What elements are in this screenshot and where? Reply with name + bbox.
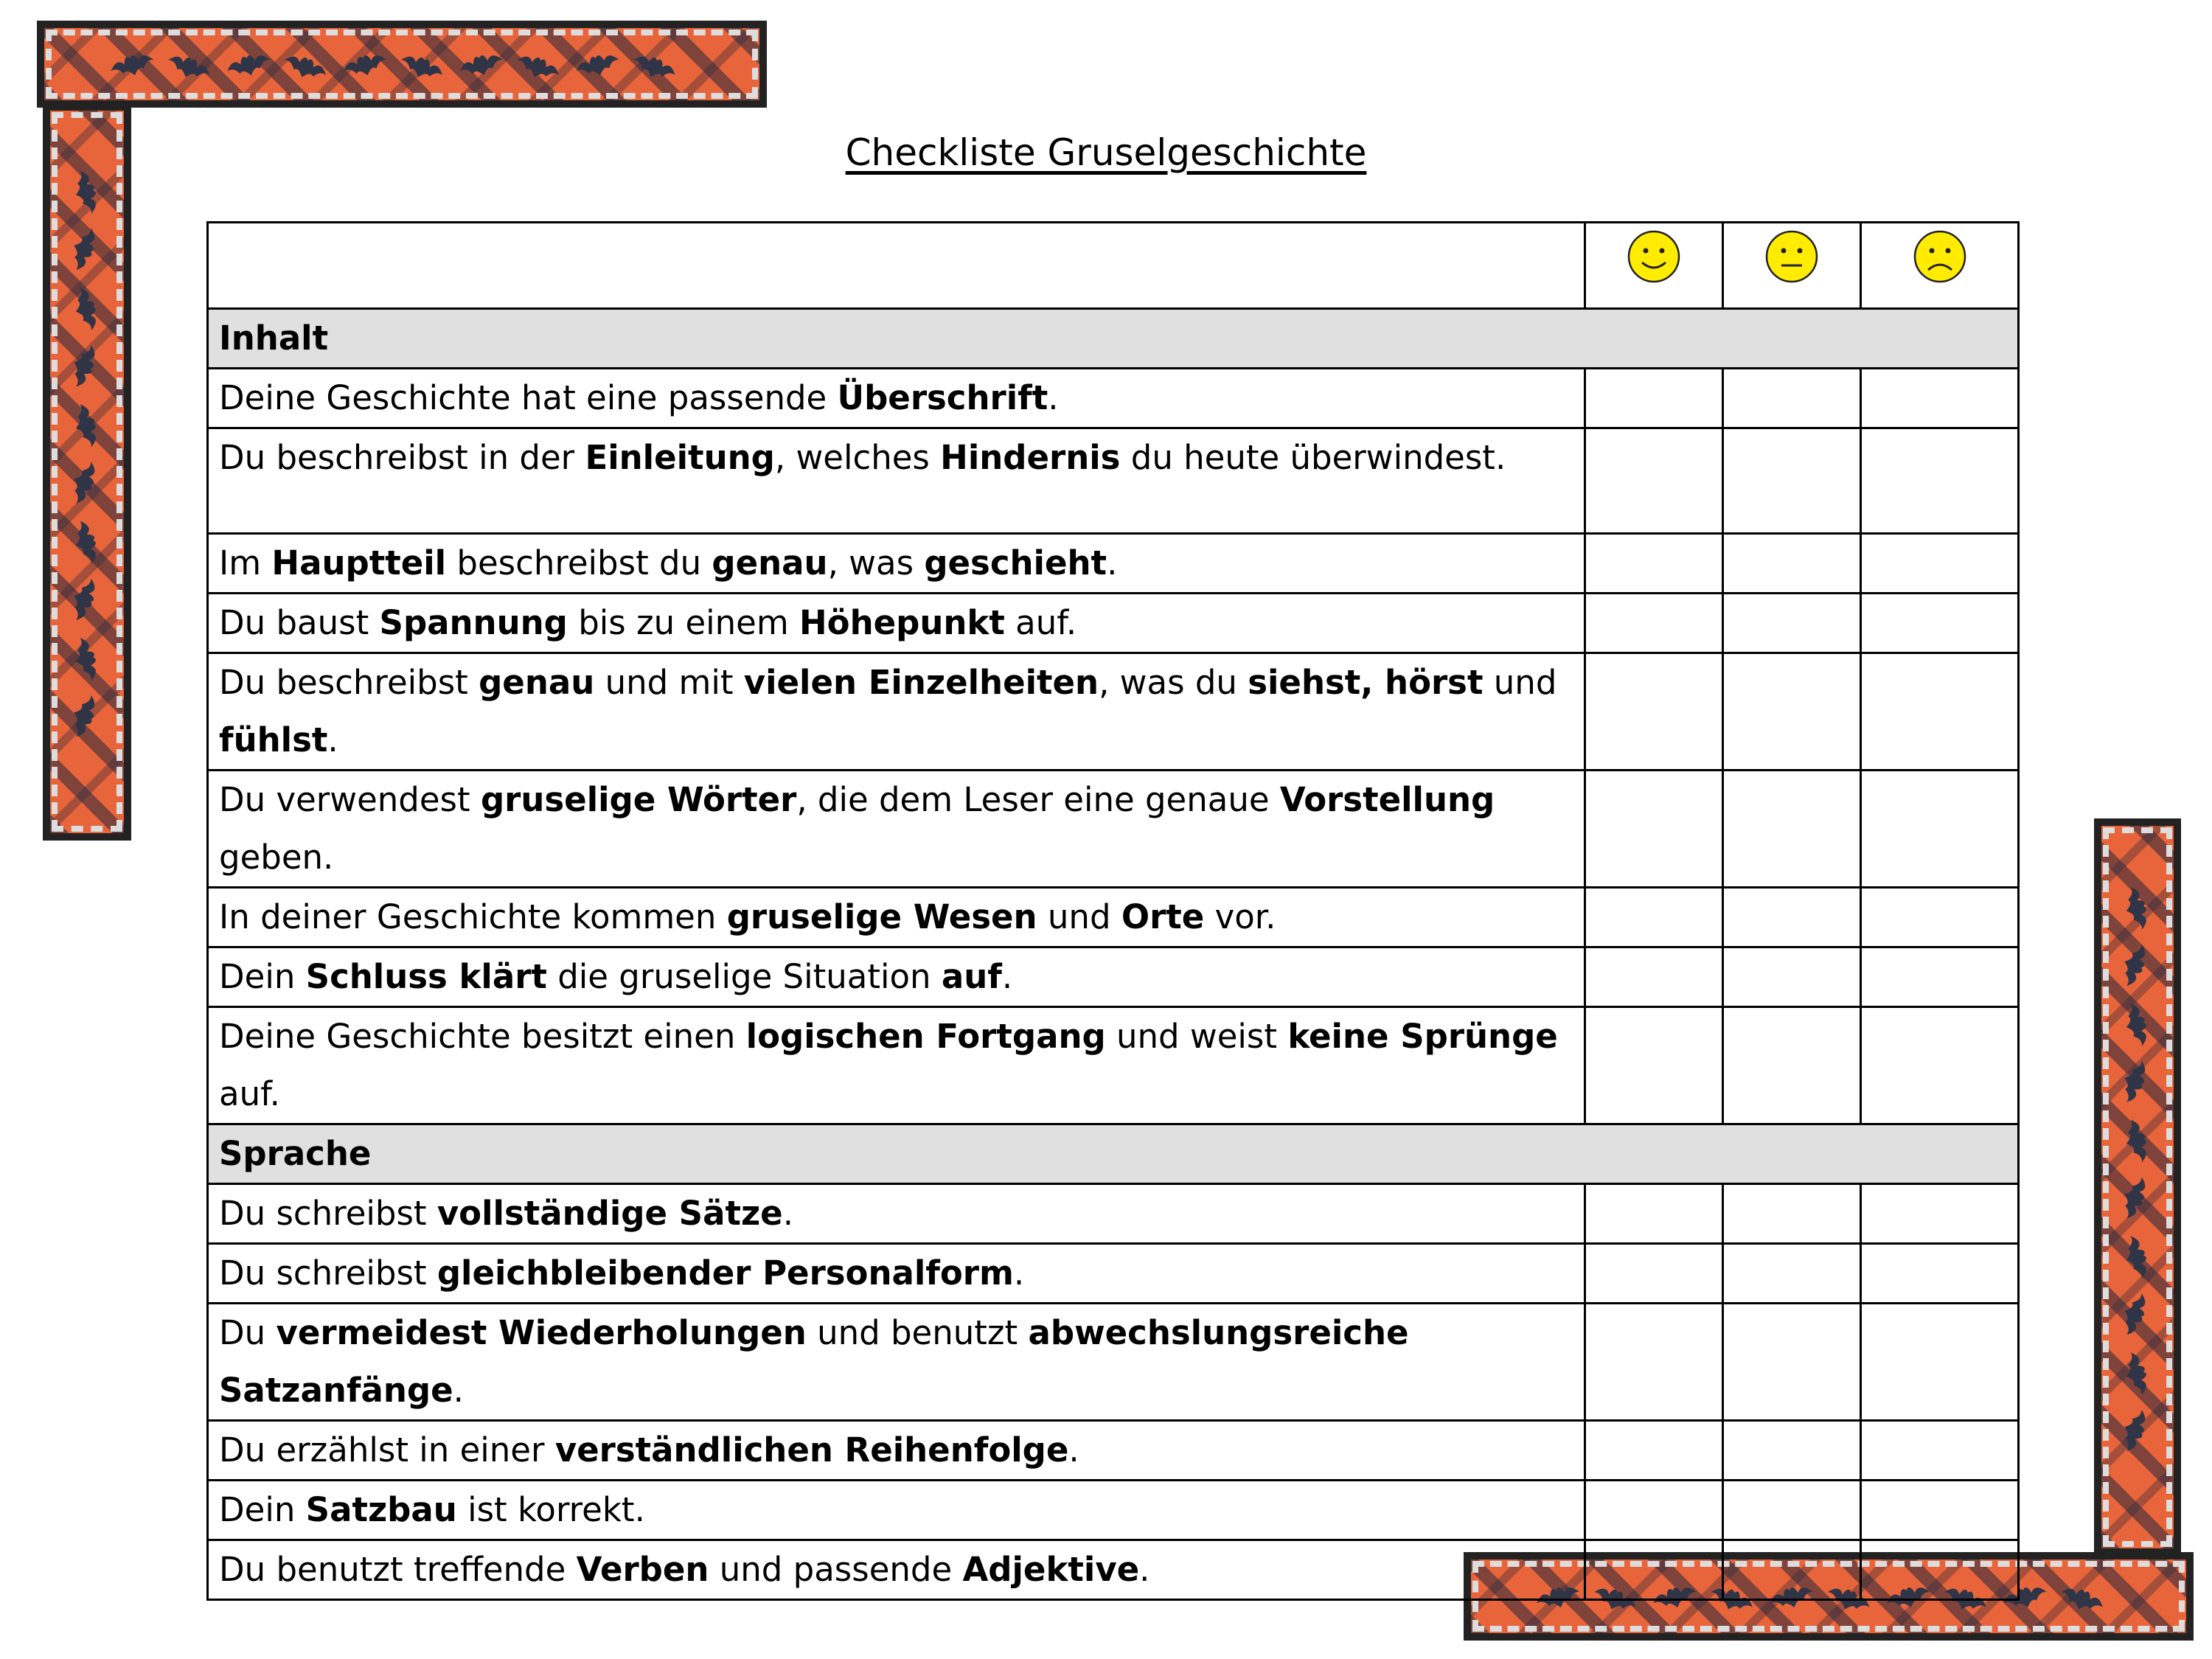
criterion-keyword: gleichbleibender Personalform bbox=[437, 1253, 1014, 1293]
criterion-fragment: In deiner Geschichte kommen bbox=[219, 897, 727, 936]
rating-cell-sad[interactable] bbox=[1861, 1244, 2019, 1304]
bat-icon bbox=[164, 51, 212, 85]
header-empty-cell bbox=[208, 223, 1585, 309]
bat-icon bbox=[2058, 1583, 2107, 1617]
criterion-fragment: . bbox=[1013, 1253, 1025, 1293]
rating-cell-neutral[interactable] bbox=[1723, 888, 1861, 947]
bat-icon bbox=[2121, 1350, 2151, 1398]
checklist-row bbox=[208, 428, 2019, 534]
happy-column-header bbox=[1585, 223, 1723, 309]
criterion-fragment: . bbox=[1139, 1550, 1150, 1589]
criterion-text bbox=[208, 1421, 1585, 1481]
criterion-fragment: Du benutzt treffende bbox=[219, 1550, 577, 1589]
criterion-fragment: Du baust bbox=[219, 603, 380, 642]
section-row bbox=[208, 309, 2019, 369]
bat-border-bottom-right-vertical bbox=[2094, 818, 2181, 1556]
rating-cell-happy[interactable] bbox=[1585, 1481, 1723, 1540]
criterion-fragment: ist korrekt. bbox=[456, 1490, 645, 1529]
rating-cell-happy[interactable] bbox=[1585, 1184, 1723, 1244]
sad-column-header bbox=[1861, 223, 2019, 309]
criterion-keyword: Hauptteil bbox=[271, 543, 447, 582]
criterion-fragment: . bbox=[327, 720, 338, 759]
criterion-fragment: . bbox=[1068, 1430, 1079, 1470]
checklist-row bbox=[208, 594, 2019, 653]
section-heading: Sprache bbox=[208, 1124, 2019, 1184]
bat-border-top-left-vertical bbox=[43, 103, 131, 841]
rating-cell-neutral[interactable] bbox=[1723, 1421, 1861, 1481]
bat-icon bbox=[2117, 941, 2151, 989]
criterion-fragment: bis zu einem bbox=[567, 603, 799, 642]
criterion-fragment: du heute überwindest. bbox=[1120, 438, 1506, 477]
bat-border-top-left-horizontal bbox=[37, 21, 767, 108]
criterion-text bbox=[208, 369, 1585, 428]
criterion-fragment: Dein bbox=[219, 957, 306, 996]
rating-cell-happy[interactable] bbox=[1585, 771, 1723, 888]
checklist-row bbox=[208, 534, 2019, 594]
rating-cell-sad[interactable] bbox=[1861, 888, 2019, 947]
rating-cell-happy[interactable] bbox=[1585, 1007, 1723, 1124]
rating-cell-happy[interactable] bbox=[1585, 534, 1723, 594]
bat-pattern bbox=[44, 28, 759, 100]
criterion-fragment: auf. bbox=[1004, 603, 1077, 642]
bat-icon bbox=[66, 459, 100, 507]
rating-cell-neutral[interactable] bbox=[1723, 1481, 1861, 1540]
criterion-keyword: gruselige Wörter bbox=[480, 780, 797, 819]
criterion-text bbox=[208, 1481, 1585, 1540]
bat-icon bbox=[630, 51, 678, 85]
criterion-fragment: , was bbox=[827, 543, 925, 582]
criterion-text bbox=[208, 771, 1585, 888]
criterion-fragment: geben. bbox=[219, 838, 334, 877]
criterion-fragment: Du beschreibst bbox=[219, 663, 479, 702]
criterion-fragment: . bbox=[1048, 378, 1059, 417]
criterion-fragment: , die dem Leser eine genaue bbox=[796, 780, 1280, 819]
criterion-keyword: genau bbox=[712, 543, 828, 582]
criterion-keyword: siehst, hörst bbox=[1248, 663, 1484, 702]
criterion-fragment: und passende bbox=[709, 1550, 963, 1589]
criterion-fragment: Du beschreibst in der bbox=[219, 438, 585, 477]
criterion-keyword: Hindernis bbox=[940, 438, 1121, 477]
bat-icon bbox=[70, 285, 101, 333]
criterion-keyword: Überschrift bbox=[837, 378, 1048, 417]
rating-cell-neutral[interactable] bbox=[1723, 1540, 1861, 1600]
page-title: Checkliste Gruselgeschichte bbox=[845, 131, 1367, 174]
bat-icon bbox=[66, 692, 100, 740]
rating-cell-happy[interactable] bbox=[1585, 1244, 1723, 1304]
rating-cell-neutral[interactable] bbox=[1723, 771, 1861, 888]
criterion-keyword: Höhepunkt bbox=[799, 603, 1005, 642]
criterion-text bbox=[208, 594, 1585, 653]
rating-cell-happy[interactable] bbox=[1585, 947, 1723, 1007]
rating-cell-neutral[interactable] bbox=[1723, 1007, 1861, 1124]
checklist-row bbox=[208, 1540, 2019, 1600]
rating-cell-neutral[interactable] bbox=[1723, 534, 1861, 594]
criterion-fragment: Im bbox=[219, 543, 272, 582]
criterion-fragment: Du erzählst in einer bbox=[219, 1430, 555, 1470]
criterion-keyword: geschieht bbox=[924, 543, 1107, 582]
criterion-fragment: . bbox=[453, 1371, 464, 1410]
checklist-row bbox=[208, 771, 2019, 888]
criterion-fragment: Du bbox=[219, 1313, 276, 1352]
section-row bbox=[208, 1124, 2019, 1184]
bat-icon bbox=[574, 50, 622, 80]
bat-icon bbox=[458, 50, 506, 80]
criterion-keyword: auf bbox=[941, 957, 1002, 996]
bat-icon bbox=[70, 636, 101, 684]
checklist-row bbox=[208, 1304, 2019, 1421]
bat-icon bbox=[66, 341, 100, 390]
neutral-column-header bbox=[1723, 223, 1861, 309]
rating-cell-happy[interactable] bbox=[1585, 653, 1723, 771]
criterion-text bbox=[208, 534, 1585, 594]
bat-icon bbox=[225, 50, 273, 80]
rating-cell-sad[interactable] bbox=[1861, 1540, 2019, 1600]
criterion-fragment: Du schreibst bbox=[219, 1253, 437, 1293]
bat-icon bbox=[2121, 1001, 2151, 1048]
rating-cell-sad[interactable] bbox=[1861, 1184, 2019, 1244]
checklist-table bbox=[206, 221, 2020, 1601]
criterion-keyword: Schluss klärt bbox=[305, 957, 547, 996]
criterion-fragment: und benutzt bbox=[806, 1313, 1029, 1352]
criterion-fragment: . bbox=[1107, 543, 1118, 582]
criterion-text bbox=[208, 947, 1585, 1007]
checklist-row bbox=[208, 947, 2019, 1007]
checklist-row bbox=[208, 1184, 2019, 1244]
rating-cell-neutral[interactable] bbox=[1723, 1304, 1861, 1421]
criterion-text bbox=[208, 1540, 1585, 1600]
criterion-fragment: vor. bbox=[1204, 897, 1276, 936]
criterion-keyword: Verben bbox=[576, 1550, 709, 1589]
criterion-text bbox=[208, 888, 1585, 947]
rating-cell-neutral[interactable] bbox=[1723, 1244, 1861, 1304]
criterion-text bbox=[208, 428, 1585, 534]
criterion-keyword: Einleitung bbox=[585, 438, 775, 477]
rating-cell-sad[interactable] bbox=[1861, 594, 2019, 653]
criterion-fragment: und bbox=[1483, 663, 1557, 702]
header-row bbox=[208, 223, 2019, 309]
criterion-keyword: Vorstellung bbox=[1279, 780, 1495, 819]
bat-icon bbox=[66, 225, 100, 274]
rating-cell-sad[interactable] bbox=[1861, 947, 2019, 1007]
happy-smiley-icon bbox=[1626, 229, 1682, 285]
criterion-keyword: logischen Fortgang bbox=[745, 1017, 1106, 1056]
rating-cell-happy[interactable] bbox=[1585, 369, 1723, 428]
bat-icon bbox=[2117, 1057, 2151, 1105]
criterion-keyword: Adjektive bbox=[962, 1550, 1140, 1589]
rating-cell-sad[interactable] bbox=[1861, 1304, 2019, 1421]
checklist-row bbox=[208, 888, 2019, 947]
rating-cell-happy[interactable] bbox=[1585, 594, 1723, 653]
bat-icon bbox=[2117, 1174, 2151, 1222]
rating-cell-happy[interactable] bbox=[1585, 428, 1723, 534]
criterion-keyword: Satzbau bbox=[305, 1490, 457, 1529]
rating-cell-sad[interactable] bbox=[1861, 771, 2019, 888]
rating-cell-happy[interactable] bbox=[1585, 1304, 1723, 1421]
criterion-fragment: beschreibst du bbox=[446, 543, 712, 582]
checklist-row bbox=[208, 1421, 2019, 1481]
checklist-row bbox=[208, 1007, 2019, 1124]
rating-cell-neutral[interactable] bbox=[1723, 1184, 1861, 1244]
criterion-fragment: und mit bbox=[594, 663, 744, 702]
bat-icon bbox=[2117, 1290, 2151, 1338]
checklist-row bbox=[208, 1481, 2019, 1540]
bat-icon bbox=[66, 575, 100, 624]
bat-icon bbox=[2121, 1234, 2151, 1281]
bat-icon bbox=[2121, 885, 2151, 933]
rating-cell-happy[interactable] bbox=[1585, 888, 1723, 947]
bat-pattern bbox=[2101, 826, 2174, 1548]
rating-cell-neutral[interactable] bbox=[1723, 594, 1861, 653]
criterion-keyword: vollständige Sätze bbox=[437, 1194, 783, 1233]
bat-icon bbox=[2121, 1117, 2151, 1165]
criterion-text bbox=[208, 1244, 1585, 1304]
neutral-smiley-icon bbox=[1764, 229, 1820, 285]
criterion-fragment: Deine Geschichte hat eine passende bbox=[219, 378, 838, 417]
criterion-keyword: keine Sprünge bbox=[1287, 1017, 1558, 1056]
rating-cell-neutral[interactable] bbox=[1723, 947, 1861, 1007]
criterion-fragment: und weist bbox=[1105, 1017, 1288, 1056]
criterion-keyword: verständlichen Reihenfolge bbox=[554, 1430, 1069, 1470]
rating-cell-happy[interactable] bbox=[1585, 1421, 1723, 1481]
rating-cell-sad[interactable] bbox=[1861, 369, 2019, 428]
bat-icon bbox=[397, 51, 445, 85]
criterion-fragment: Du verwendest bbox=[219, 780, 481, 819]
criterion-fragment: , welches bbox=[774, 438, 941, 477]
criterion-fragment: Du schreibst bbox=[219, 1194, 437, 1233]
criterion-keyword: vielen Einzelheiten bbox=[743, 663, 1099, 702]
rating-cell-happy[interactable] bbox=[1585, 1540, 1723, 1600]
rating-cell-neutral[interactable] bbox=[1723, 369, 1861, 428]
bat-icon bbox=[108, 50, 156, 80]
bat-pattern bbox=[50, 111, 124, 833]
criterion-fragment: . bbox=[1001, 957, 1013, 996]
rating-cell-sad[interactable] bbox=[1861, 428, 2019, 534]
rating-cell-sad[interactable] bbox=[1861, 1421, 2019, 1481]
criterion-text bbox=[208, 1007, 1585, 1124]
rating-cell-sad[interactable] bbox=[1861, 1007, 2019, 1124]
bat-icon bbox=[281, 51, 329, 85]
criterion-keyword: gruselige Wesen bbox=[726, 897, 1037, 936]
criterion-text bbox=[208, 653, 1585, 771]
checklist-row bbox=[208, 653, 2019, 771]
section-heading: Inhalt bbox=[208, 309, 2019, 369]
criterion-fragment: , was du bbox=[1099, 663, 1248, 702]
criterion-keyword: vermeidest Wiederholungen bbox=[276, 1313, 807, 1352]
criterion-keyword: fühlst bbox=[219, 720, 328, 759]
bat-icon bbox=[2117, 1406, 2151, 1454]
criterion-keyword: Orte bbox=[1121, 897, 1205, 936]
criterion-fragment: die gruselige Situation bbox=[546, 957, 942, 996]
bat-icon bbox=[341, 50, 389, 80]
criterion-fragment: . bbox=[782, 1194, 793, 1233]
criterion-fragment: und bbox=[1037, 897, 1121, 936]
checklist-row bbox=[208, 1244, 2019, 1304]
bat-icon bbox=[70, 402, 101, 450]
rating-cell-sad[interactable] bbox=[1861, 534, 2019, 594]
rating-cell-sad[interactable] bbox=[1861, 653, 2019, 771]
criterion-fragment: auf. bbox=[219, 1074, 280, 1113]
criterion-fragment: Dein bbox=[219, 1490, 306, 1529]
bat-icon bbox=[70, 518, 101, 566]
criterion-keyword: abwechslungsreiche Satzanfänge bbox=[219, 1313, 1409, 1410]
sad-smiley-icon bbox=[1912, 229, 1968, 285]
criterion-keyword: genau bbox=[479, 663, 595, 702]
criterion-keyword: Spannung bbox=[379, 603, 568, 642]
criterion-text bbox=[208, 1304, 1585, 1421]
criterion-text bbox=[208, 1184, 1585, 1244]
rating-cell-neutral[interactable] bbox=[1723, 428, 1861, 534]
rating-cell-neutral[interactable] bbox=[1723, 653, 1861, 771]
bat-icon bbox=[514, 51, 562, 85]
rating-cell-sad[interactable] bbox=[1861, 1481, 2019, 1540]
checklist-row bbox=[208, 369, 2019, 428]
criterion-fragment: Deine Geschichte besitzt einen bbox=[219, 1017, 746, 1056]
bat-icon bbox=[70, 168, 101, 216]
